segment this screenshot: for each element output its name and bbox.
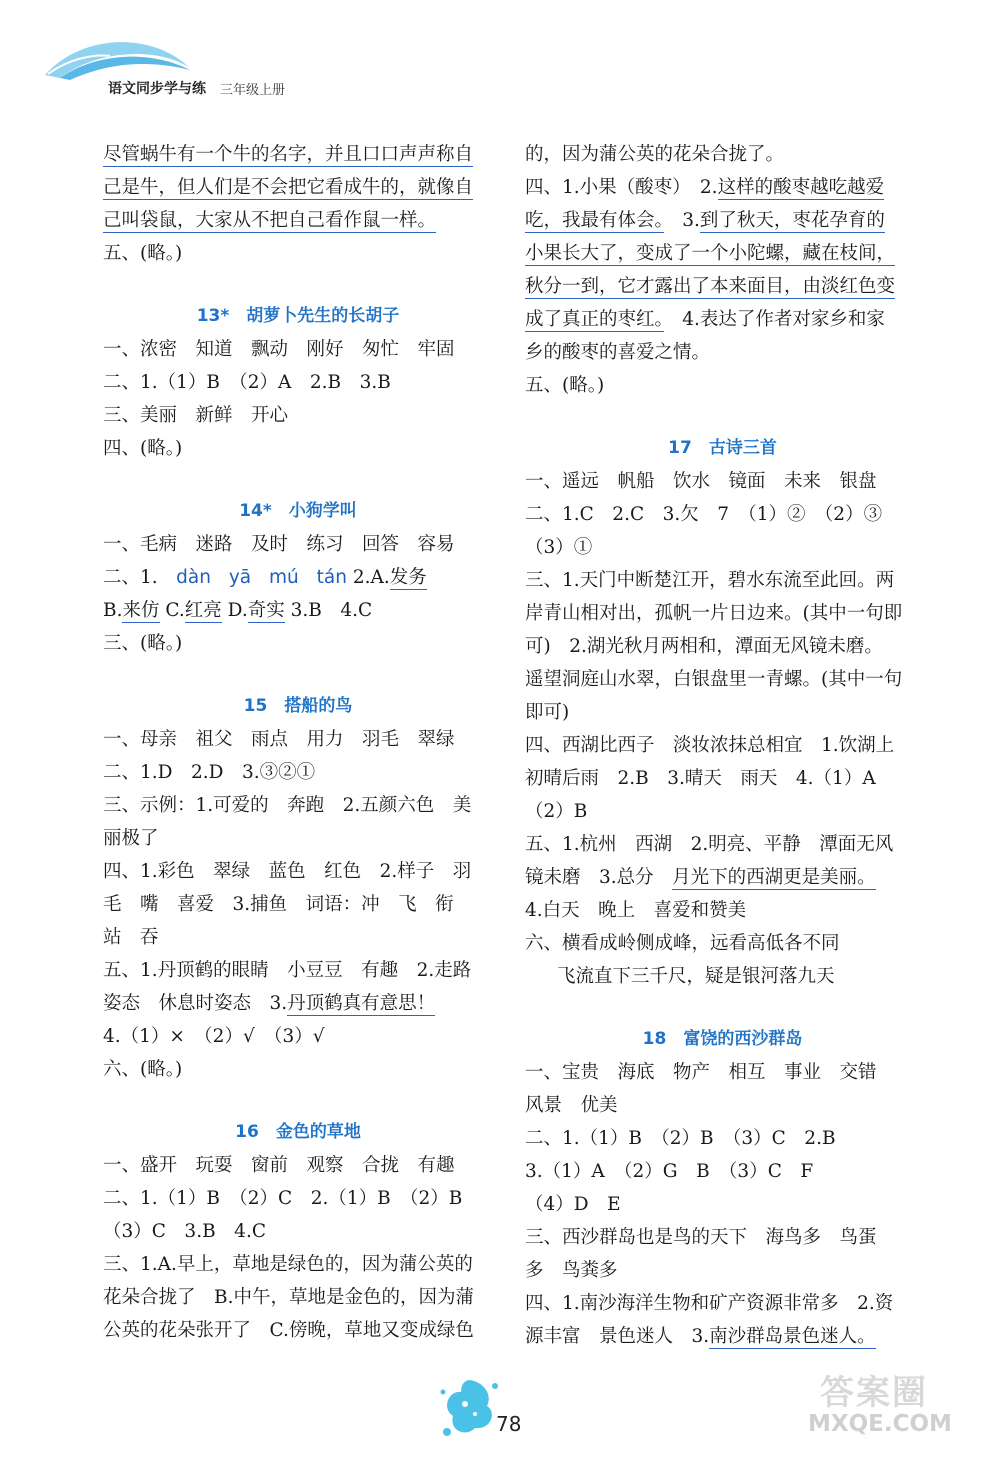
answer-line: 姿态 休息时姿态 3.丹顶鹤真有意思！ <box>103 993 436 1014</box>
page-number: 78 <box>496 1412 522 1436</box>
answer-line: （3）① <box>525 537 593 558</box>
grade-label: 三年级上册 <box>220 83 286 98</box>
answer-line: 3.（1）A （2）G B （3）C F <box>525 1161 814 1182</box>
lesson-title-16: 16 金色的草地 <box>235 1122 361 1142</box>
answer-line: 五、1.杭州 西湖 2.明亮、平静 潭面无风 <box>525 834 894 855</box>
answer-line: 一、盛开 玩耍 窗前 观察 合拢 有趣 <box>103 1155 455 1176</box>
answer-line: 三、示例：1.可爱的 奔跑 2.五颜六色 美 <box>103 795 472 816</box>
answer-line: 四、1.南沙海洋生物和矿产资源非常多 2.资 <box>525 1293 894 1314</box>
answer-line: 多 鸟粪多 <box>525 1260 618 1281</box>
answer-line: 六、(略。) <box>103 1059 183 1080</box>
answer-line: 吃，我最有体会。 3.到了秋天，枣花孕育的 <box>525 210 885 231</box>
answer-line: 秋分一到，它才露出了本来面目，由淡红色变 <box>525 276 896 297</box>
answer-line: 二、1.（1）B （2）C 2.（1）B （2）B <box>103 1188 463 1209</box>
answer-line: 一、浓密 知道 飘动 刚好 匆忙 牢固 <box>103 339 455 360</box>
answer-line: 四、(略。) <box>103 438 183 459</box>
lesson-title-17: 17 古诗三首 <box>668 438 777 458</box>
watermark <box>806 1365 976 1445</box>
page-header <box>40 30 300 100</box>
ink-splash-icon <box>435 1372 505 1442</box>
answer-line: 一、母亲 祖父 雨点 用力 羽毛 翠绿 <box>103 729 455 750</box>
answer-line: 岸青山相对出，孤帆一片日边来。(其中一句即 <box>525 603 903 624</box>
answer-line: 即可) <box>525 702 570 723</box>
left-column <box>103 138 493 1347</box>
answer-line: 六、横看成岭侧成峰，远看高低各不同 <box>525 933 840 954</box>
answer-line: 成了真正的枣红。 4.表达了作者对家乡和家 <box>525 309 885 330</box>
answer-line: 五、1.丹顶鹤的眼睛 小豆豆 有趣 2.走路 <box>103 960 472 981</box>
answer-line: 三、1.天门中断楚江开，碧水东流至此回。两 <box>525 570 895 591</box>
answer-line: 4.白天 晚上 喜爱和赞美 <box>525 900 747 921</box>
answer-line: 四、1.彩色 翠绿 蓝色 红色 2.样子 羽 <box>103 861 472 882</box>
answer-line: 二、1.C 2.C 3.欠 7 （1）② （2）③ <box>525 504 883 525</box>
answer-line: （2）B <box>525 801 588 822</box>
answer-line: 源丰富 景色迷人 3.南沙群岛景色迷人。 <box>525 1326 876 1347</box>
answer-line: 四、西湖比西子 淡妆浓抹总相宜 1.饮湖上 <box>525 735 895 756</box>
answer-line: 一、宝贵 海底 物产 相互 事业 交错 <box>525 1062 877 1083</box>
watermark-url: MXQE.COM <box>808 1411 952 1437</box>
answer-line: 遥望洞庭山水翠，白银盘里一青螺。(其中一句 <box>525 669 903 690</box>
answer-line: 二、1.（1）B （2）B （3）C 2.B <box>525 1128 836 1149</box>
answer-line: 尽管蜗牛有一个牛的名字，并且口口声声称自 <box>103 144 474 165</box>
answer-line: 飞流直下三千尺，疑是银河落九天 <box>557 966 835 987</box>
answer-line: 三、西沙群岛也是鸟的天下 海鸟多 鸟蛋 <box>525 1227 877 1248</box>
answer-line: 己叫袋鼠，大家从不把自己看作鼠一样。 <box>103 210 437 231</box>
answer-line: 花朵合拢了 B.中午，草地是金色的，因为蒲 <box>103 1287 474 1308</box>
answer-line: 己是牛，但人们是不会把它看成牛的，就像自 <box>103 177 474 198</box>
answer-line: 风景 优美 <box>525 1095 618 1116</box>
lesson-title-14: 14* 小狗学叫 <box>239 501 357 521</box>
answer-line: 毛 嘴 喜爱 3.捕鱼 词语：冲 飞 衔 <box>103 894 454 915</box>
answer-line: （4）D E <box>525 1194 621 1215</box>
answer-line: B.来仿 C.红亮 D.奇实 3.B 4.C <box>103 600 373 621</box>
answer-line: 三、美丽 新鲜 开心 <box>103 405 289 426</box>
answer-line: 二、1. dàn yā mú tán 2.A.发务 <box>103 567 427 588</box>
lesson-title-15: 15 搭船的鸟 <box>243 696 353 716</box>
answer-line: 公英的花朵张开了 C.傍晚，草地又变成绿色 <box>103 1320 474 1341</box>
answer-line: 二、1.（1）B （2）A 2.B 3.B <box>103 372 391 393</box>
answer-line: 的，因为蒲公英的花朵合拢了。 <box>525 144 785 165</box>
answer-line: 二、1.D 2.D 3.③②① <box>103 762 316 783</box>
answer-line: 五、(略。) <box>525 375 605 396</box>
lesson-title-13: 13* 胡萝卜先生的长胡子 <box>196 306 400 326</box>
answer-line: 一、遥远 帆船 饮水 镜面 未来 银盘 <box>525 471 877 492</box>
answer-line: 一、毛病 迷路 及时 练习 回答 容易 <box>103 534 455 555</box>
answer-line: 三、1.A.早上，草地是绿色的，因为蒲公英的 <box>103 1254 473 1275</box>
answer-line: 初晴后雨 2.B 3.晴天 雨天 4.（1）A <box>525 768 876 789</box>
answer-line: 站 吞 <box>103 927 159 948</box>
answer-line: 五、(略。) <box>103 243 183 264</box>
watermark-logo: 答案圈 <box>820 1373 928 1413</box>
answer-line: 三、(略。) <box>103 633 183 654</box>
answer-line: 4.（1）× （2）√ （3）√ <box>103 1026 325 1047</box>
answer-line: 四、1.小果（酸枣） 2.这样的酸枣越吃越爱 <box>525 177 885 198</box>
right-column <box>525 138 920 1353</box>
answer-line: 可) 2.湖光秋月两相和，潭面无风镜未磨。 <box>525 636 883 657</box>
answer-line: 乡的酸枣的喜爱之情。 <box>525 342 711 363</box>
lesson-title-18: 18 富饶的西沙群岛 <box>642 1029 803 1049</box>
book-title: 语文同步学与练 <box>108 81 206 97</box>
answer-line: 小果长大了，变成了一个小陀螺，藏在枝间， <box>525 243 896 264</box>
answer-line: （3）C 3.B 4.C <box>103 1221 266 1242</box>
answer-line: 丽极了 <box>103 828 159 849</box>
answer-line: 镜未磨 3.总分 月光下的西湖更是美丽。 <box>525 867 876 888</box>
